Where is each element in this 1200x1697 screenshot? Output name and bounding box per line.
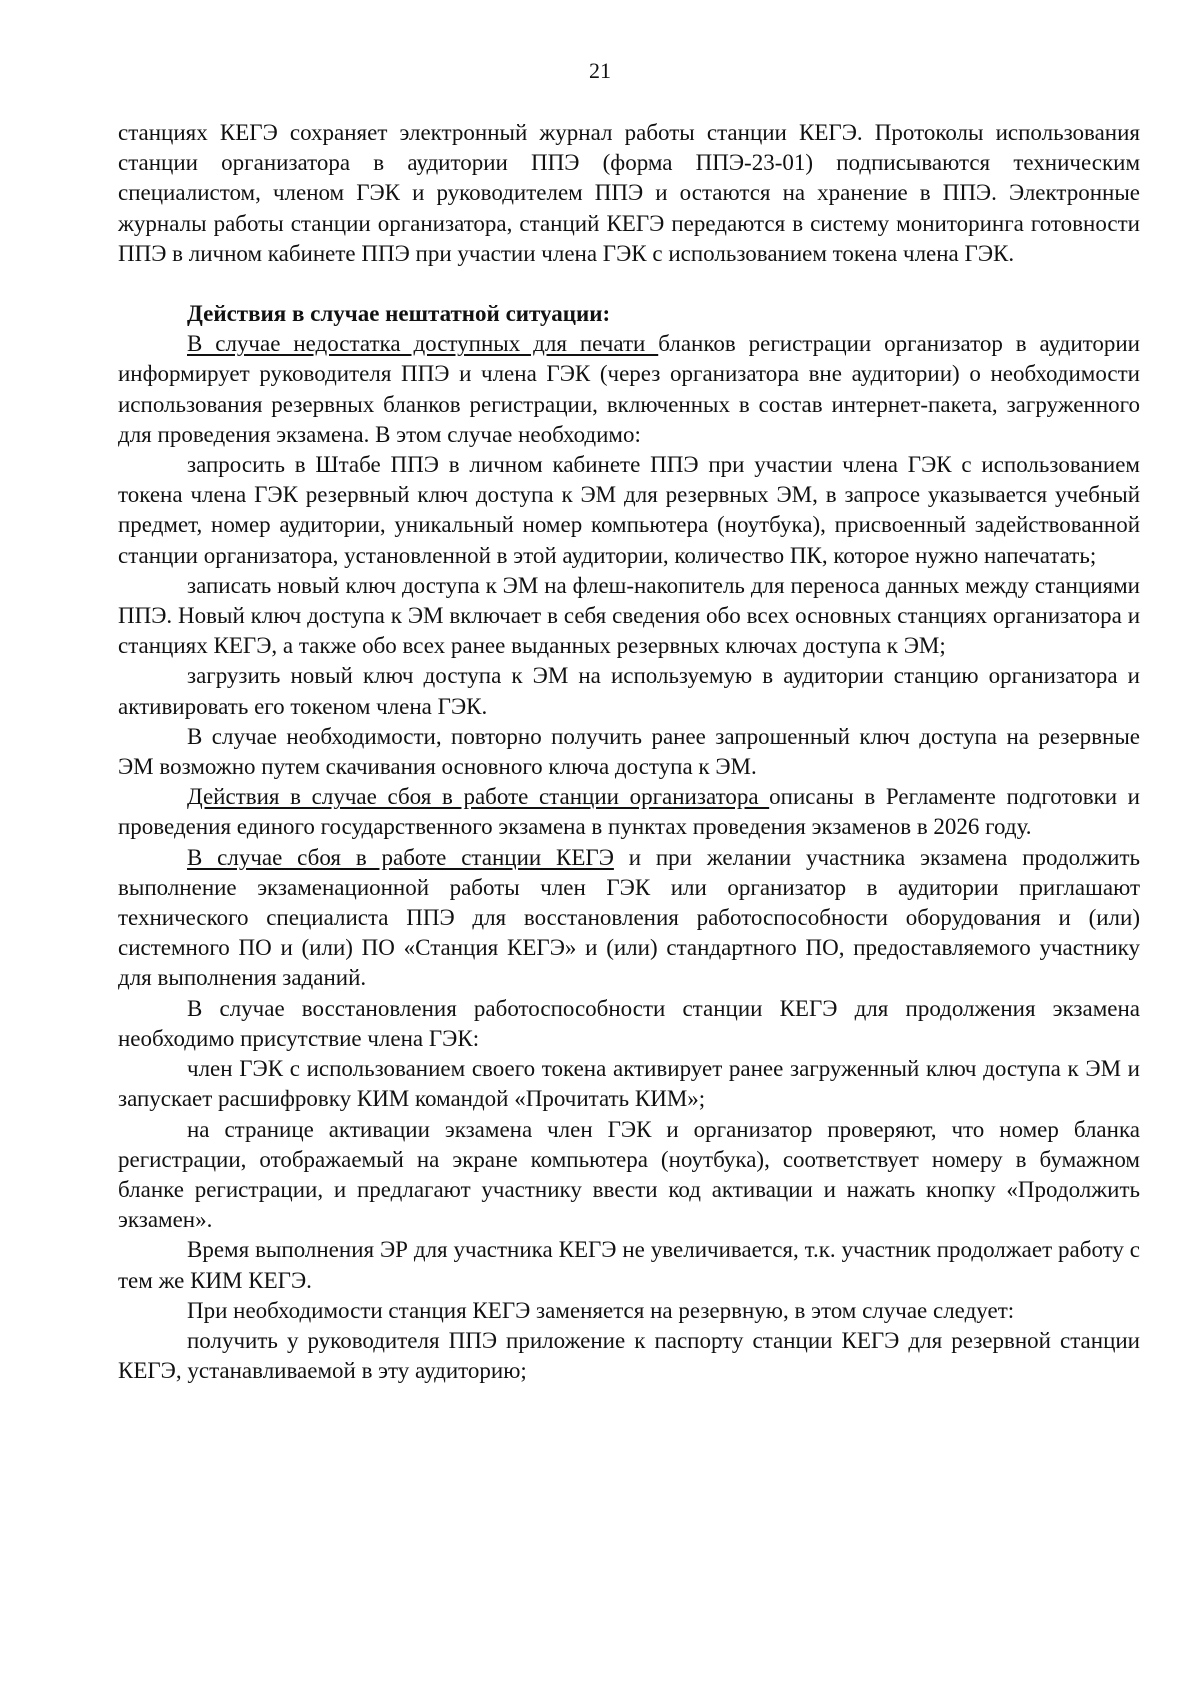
paragraph-text: и при желании участника экзамена продолжить выполнение экзаменационной работы член ГЭК или организатор в аудитории приглашают технического специалиста ППЭ для восстановления работоспособности оборудования и (или) системного ПО и (или) ПО «Станция КЕГЭ» и (или) стандартного ПО, предоставляемого участнику для выполнения заданий.	[118, 844, 1140, 991]
paragraph-text: описаны в Регламенте подготовки и проведения единого государственного экзамена в пунктах проведения экзаменов в 2026 году.	[118, 784, 1140, 840]
paragraph-kege-failure	[118, 843, 1140, 994]
paragraph-activation-page: на странице активации экзамена член ГЭК и организатор проверяют, что номер бланка регистрации, отображаемый на экране компьютера (ноутбука), соответствует номеру в бумажном бланке регистрации, и предлагают участнику ввести код активации и нажать кнопку «Продолжить экзамен».	[118, 1116, 1140, 1233]
paragraph-activate-key: член ГЭК с использованием своего токена активирует ранее загруженный ключ доступа к ЭМ и запускает расшифровку КИМ командой «Прочитать КИМ»;	[118, 1056, 1140, 1112]
underlined-phrase: В случае сбоя в работе станции КЕГЭ	[187, 844, 614, 870]
paragraph-text: бланков регистрации организатор в аудитории информирует руководителя ППЭ и члена ГЭК (через организатора вне аудитории) о необходимости использования резервных бланков регистрации, включенных в состав интернет-пакета, загруженного для проведения экзамена. В этом случае необходимо:	[118, 331, 1140, 447]
paragraph-passport: получить у руководителя ППЭ приложение к паспорту станции КЕГЭ для резервной станции КЕГЭ, устанавливаемой в эту аудиторию;	[118, 1327, 1140, 1384]
paragraph-restore: В случае восстановления работоспособности станции КЕГЭ для продолжения экзамена необходимо присутствие члена ГЭК:	[118, 995, 1140, 1051]
paragraph-reserve-blanks	[118, 329, 1140, 450]
paragraph-replace-station: При необходимости станция КЕГЭ заменяется на резервную, в этом случае следует:	[187, 1297, 1015, 1323]
section-heading: Действия в случае нештатной ситуации:	[187, 301, 611, 327]
paragraph-load-key: загрузить новый ключ доступа к ЭМ на используемую в аудитории станцию организатора и активировать его токеном члена ГЭК.	[118, 663, 1140, 719]
paragraph-organizer-failure	[118, 782, 1140, 842]
document-body	[118, 118, 1140, 1386]
paragraph-request-key: запросить в Штабе ППЭ в личном кабинете ППЭ при участии члена ГЭК с использованием токена члена ГЭК резервный ключ доступа к ЭМ для резервных ЭМ, в запросе указывается учебный предмет, номер аудитории, уникальный номер компьютера (ноутбука), присвоенный задействованной станции организатора, установленной в этой аудитории, количество ПК, которое нужно напечатать;	[118, 452, 1140, 568]
underlined-phrase: В случае недостатка доступных для печати	[187, 331, 659, 357]
paragraph-journal: станциях КЕГЭ сохраняет электронный журнал работы станции КЕГЭ. Протоколы использования станции организатора в аудитории ППЭ (форма ППЭ-23-01) подписываются техническим специалистом, членом ГЭК и руководителем ППЭ и остаются на хранение в ППЭ. Электронные журналы работы станции организатора, станций КЕГЭ передаются в систему мониторинга готовности ППЭ в личном кабинете ППЭ при участии члена ГЭК с использованием токена члена ГЭК.	[118, 120, 1140, 266]
underlined-phrase: Действия в случае сбоя в работе станции организатора	[187, 784, 770, 810]
paragraph-write-key: записать новый ключ доступа к ЭМ на флеш-накопитель для переноса данных между станциями ППЭ. Новый ключ доступа к ЭМ включает в себя сведения обо всех основных станциях организатора и станциях КЕГЭ, а также обо всех ранее выданных резервных ключах доступа к ЭМ;	[118, 572, 1140, 659]
page-number: 21	[589, 58, 611, 83]
paragraph-repeat-key: В случае необходимости, повторно получить ранее запрошенный ключ доступа на резервные ЭМ возможно путем скачивания основного ключа доступа к ЭМ.	[118, 723, 1140, 780]
paragraph-time: Время выполнения ЭР для участника КЕГЭ не увеличивается, т.к. участник продолжает работу с тем же КИМ КЕГЭ.	[118, 1237, 1140, 1293]
